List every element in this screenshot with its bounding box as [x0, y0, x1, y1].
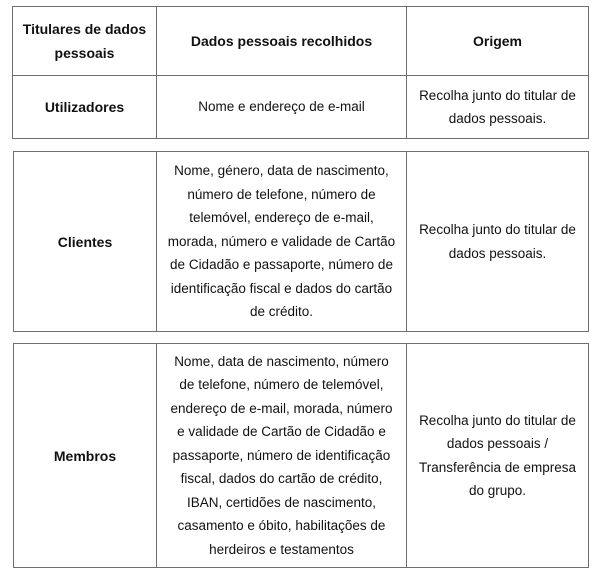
origem-utilizadores	[407, 76, 589, 139]
titular-text: Clientes	[57, 233, 113, 250]
origem-text: Recolha junto do titular de dados pessoais.	[419, 222, 576, 261]
table-row-utilizadores	[13, 76, 589, 139]
dados-membros	[157, 344, 407, 568]
origem-text: Recolha junto do titular de dados pessoais.	[419, 87, 576, 126]
origem-membros	[407, 344, 589, 568]
dados-text: Nome, data de nascimento, número de telefone, número de telemóvel, endereço de e-mail, morada, número e validade de Cartão de Cidadão e passaporte, número de identificação fiscal, dados do cartão de crédito, IBAN, certidões de nascimento, casamento e óbito, habilitações de herdeiros e testamentos	[170, 353, 393, 557]
table-row-membros	[14, 344, 589, 568]
table-row-clientes	[14, 152, 589, 332]
header-dados	[157, 7, 407, 76]
data-table-membros	[13, 343, 589, 568]
titular-text: Utilizadores	[44, 99, 125, 115]
table-header-row	[13, 7, 589, 76]
row-label-membros	[14, 344, 157, 568]
dados-text: Nome, género, data de nascimento, número de telefone, número de telemóvel, endereço de e-mail, morada, número e validade de Cartão de Cidadão e passaporte, número de identificação fiscal e dados do cartão de crédito.	[167, 163, 396, 320]
dados-utilizadores	[157, 76, 407, 139]
data-table-header-and-users	[12, 6, 589, 139]
origem-text: Recolha junto do titular de dados pessoais / Transferência de empresa do grupo.	[418, 412, 577, 498]
row-label-clientes	[14, 152, 157, 332]
header-titulares-label: Titulares de dados pessoais	[22, 21, 147, 61]
data-table-clientes	[13, 151, 589, 332]
header-origem-label: Origem	[472, 33, 522, 49]
header-origem	[407, 7, 589, 76]
row-label-utilizadores	[13, 76, 157, 139]
origem-clientes	[407, 152, 589, 332]
header-dados-label: Dados pessoais recolhidos	[190, 33, 373, 49]
dados-clientes	[157, 152, 407, 332]
header-titulares	[13, 7, 157, 76]
titular-text: Membros	[53, 447, 117, 464]
dados-text: Nome e endereço de e-mail	[198, 99, 365, 115]
